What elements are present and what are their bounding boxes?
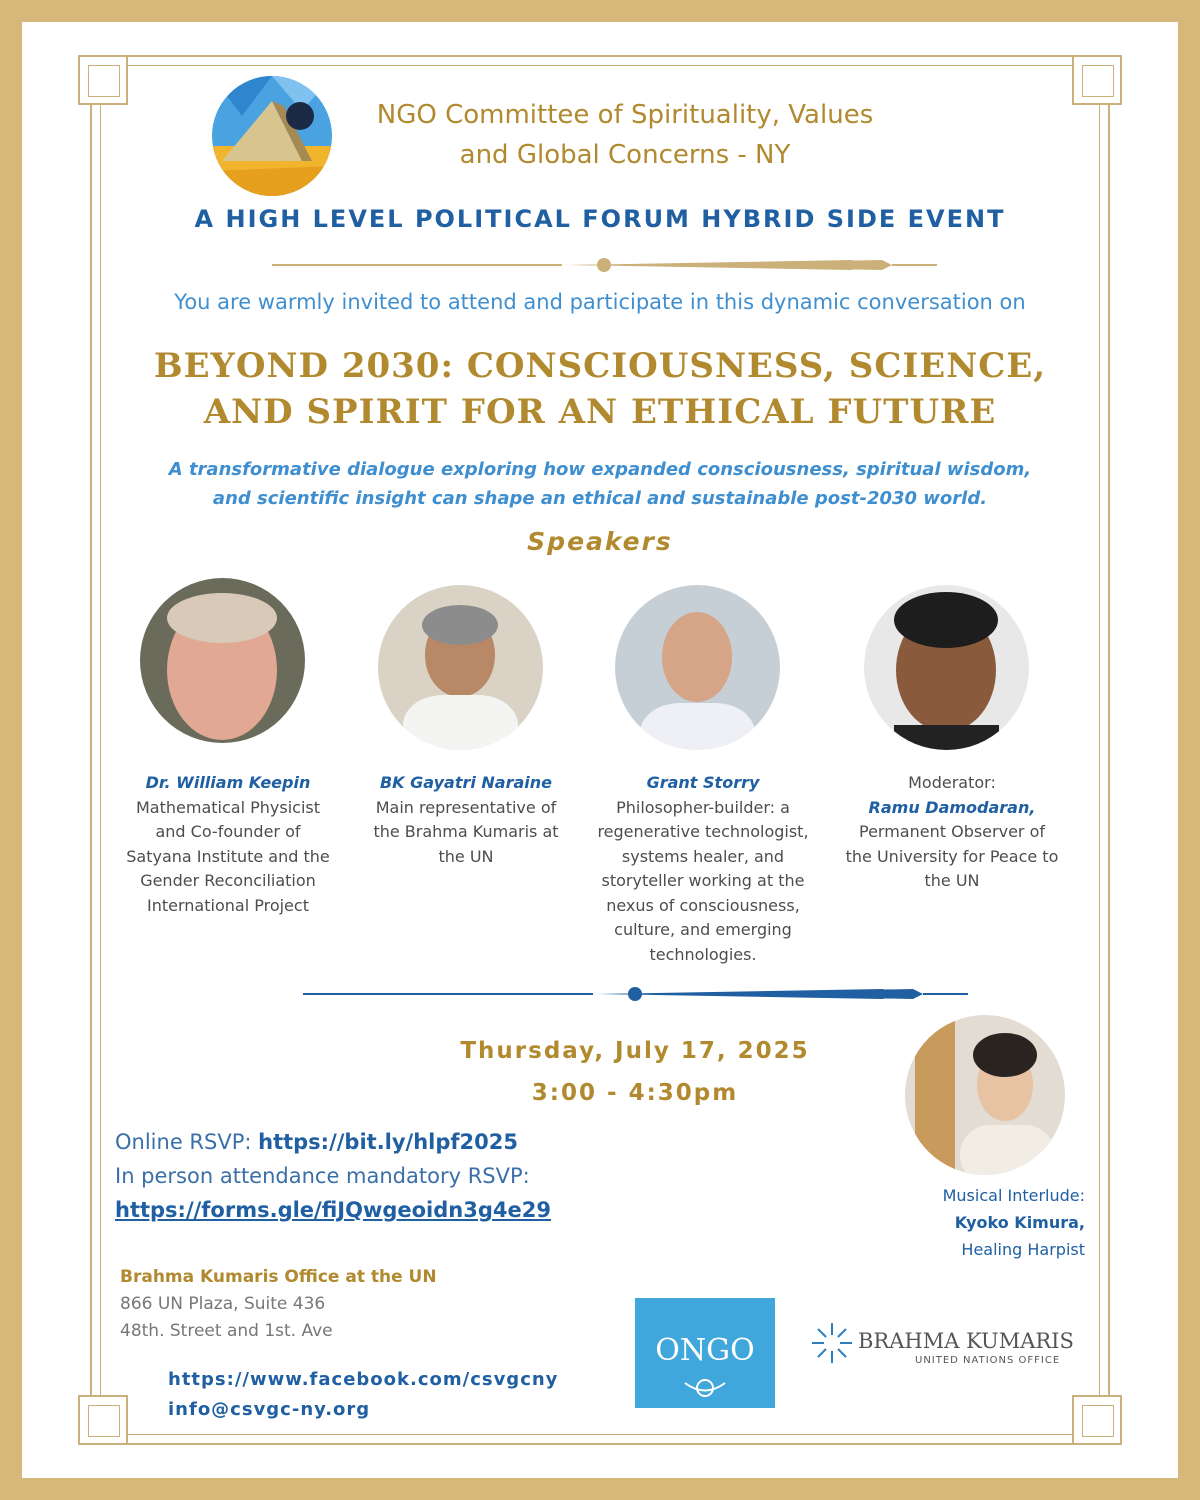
speaker-card bbox=[108, 771, 348, 918]
invitation-text: You are warmly invited to attend and participate in this dynamic conversation on bbox=[174, 290, 1026, 314]
address-line-2: 48th. Street and 1st. Ave bbox=[120, 1321, 333, 1341]
frame-corner-ornament bbox=[1072, 55, 1122, 105]
address-line-1: 866 UN Plaza, Suite 436 bbox=[120, 1294, 326, 1314]
speaker-description: technologies. bbox=[649, 944, 757, 964]
speaker-description: Permanent Observer of bbox=[859, 822, 1045, 841]
speaker-description: the UN bbox=[924, 871, 980, 890]
bk-logo-text: BRAHMA KUMARIS bbox=[858, 1329, 1074, 1353]
speaker-name: Dr. William Keepin bbox=[145, 773, 311, 792]
subtitle-line-1: A transformative dialogue exploring how expanded consciousness, spiritual wisdom, bbox=[168, 459, 1032, 480]
event-date: Thursday, July 17, 2025 bbox=[460, 1038, 810, 1064]
speaker-description: storyteller working at the bbox=[601, 871, 805, 890]
event-type-heading: A HIGH LEVEL POLITICAL FORUM HYBRID SIDE EVENT bbox=[194, 205, 1006, 233]
event-time: 3:00 - 4:30pm bbox=[531, 1080, 739, 1106]
rsvp-section bbox=[115, 1125, 675, 1227]
frame-corner-ornament bbox=[78, 55, 128, 105]
online-rsvp-link[interactable]: https://bit.ly/hlpf2025 bbox=[258, 1130, 518, 1154]
speakers-heading: Speakers bbox=[527, 527, 673, 556]
speaker-name: BK Gayatri Naraine bbox=[379, 773, 553, 792]
speaker-description: Satyana Institute and the bbox=[126, 846, 330, 866]
office-name: Brahma Kumaris Office at the UN bbox=[120, 1267, 437, 1287]
speaker-photo bbox=[615, 585, 780, 750]
speaker-description: International Project bbox=[147, 895, 309, 915]
music-label: Musical Interlude: bbox=[942, 1186, 1085, 1205]
office-address bbox=[120, 1264, 620, 1345]
speaker-description: Philosopher-builder: a bbox=[616, 797, 790, 817]
speaker-photo bbox=[864, 585, 1029, 750]
speaker-description: Mathematical Physicist bbox=[136, 797, 320, 817]
committee-logo bbox=[212, 76, 332, 196]
gold-divider bbox=[272, 254, 937, 276]
musical-interlude bbox=[880, 1182, 1085, 1263]
ongo-logo bbox=[635, 1298, 775, 1408]
speaker-description: and Co-founder of bbox=[155, 822, 301, 841]
speaker-description: culture, and emerging bbox=[614, 920, 792, 939]
moderator-label: Moderator: bbox=[908, 773, 996, 792]
title-line-2: AND SPIRIT FOR AN ETHICAL FUTURE bbox=[203, 392, 997, 432]
title-line-1: BEYOND 2030: CONSCIOUSNESS, SCIENCE, bbox=[153, 346, 1047, 386]
speaker-description: Main representative of bbox=[375, 797, 557, 817]
organizer-line-2: and Global Concerns - NY bbox=[459, 140, 791, 170]
inperson-rsvp-label: In person attendance mandatory RSVP: bbox=[115, 1164, 530, 1188]
facebook-link[interactable]: https://www.facebook.com/csvgcny bbox=[168, 1369, 559, 1390]
event-title bbox=[100, 343, 1100, 435]
ongo-logo-text: ONGO bbox=[655, 1333, 755, 1368]
speaker-description: regenerative technologist, bbox=[597, 822, 809, 841]
organizer-line-1: NGO Committee of Spirituality, Values bbox=[376, 100, 874, 130]
speaker-description: the Brahma Kumaris at bbox=[373, 822, 559, 841]
speaker-description: the UN bbox=[438, 846, 494, 866]
speaker-photo bbox=[378, 585, 543, 750]
speaker-name: Grant Storry bbox=[646, 773, 760, 792]
inperson-rsvp-link[interactable]: https://forms.gle/fiJQwgeoidn3g4e29 bbox=[115, 1198, 551, 1222]
speaker-description: nexus of consciousness, bbox=[606, 895, 800, 915]
musician-role: Healing Harpist bbox=[961, 1240, 1085, 1259]
email-link[interactable]: info@csvgc-ny.org bbox=[168, 1399, 371, 1420]
speaker-description: systems healer, and bbox=[621, 846, 785, 866]
musician-photo bbox=[905, 1015, 1065, 1175]
speaker-card bbox=[583, 771, 823, 967]
speaker-card bbox=[356, 771, 576, 869]
brahma-kumaris-logo bbox=[810, 1318, 1090, 1368]
contact-info bbox=[168, 1365, 668, 1425]
organizer-name bbox=[350, 95, 900, 175]
speaker-name: Ramu Damodaran, bbox=[868, 797, 1036, 817]
speaker-photo bbox=[140, 578, 305, 743]
frame-corner-ornament bbox=[78, 1395, 128, 1445]
blue-divider bbox=[303, 983, 968, 1005]
frame-corner-ornament bbox=[1072, 1395, 1122, 1445]
online-rsvp bbox=[115, 1125, 675, 1159]
speaker-description: the University for Peace to bbox=[845, 846, 1059, 866]
speaker-description: Gender Reconciliation bbox=[140, 871, 316, 890]
subtitle-line-2: and scientific insight can shape an ethical and sustainable post-2030 world. bbox=[212, 488, 988, 509]
event-subtitle bbox=[110, 455, 1090, 513]
online-rsvp-label: Online RSVP: bbox=[115, 1130, 259, 1154]
musician-name: Kyoko Kimura, bbox=[954, 1213, 1085, 1232]
bk-logo-subtext: UNITED NATIONS OFFICE bbox=[915, 1355, 1061, 1366]
event-datetime bbox=[400, 1030, 870, 1114]
speaker-card bbox=[832, 771, 1072, 894]
